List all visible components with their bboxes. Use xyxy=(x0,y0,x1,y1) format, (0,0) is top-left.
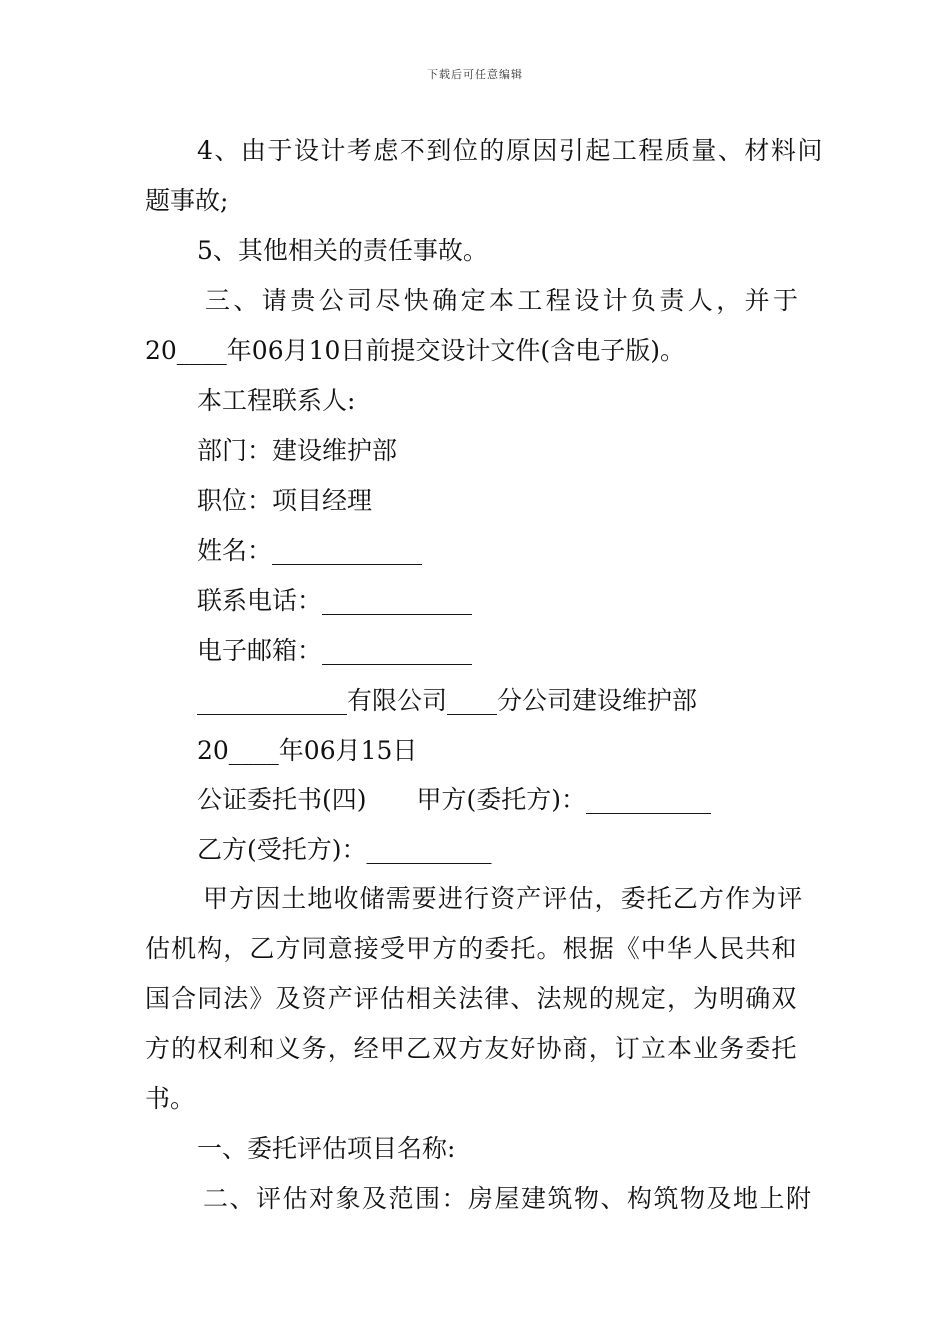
paragraph-line: 4、由于设计考虑不到位的原因引起工程质量、材料问 xyxy=(197,136,824,165)
paragraph-line: 国合同法》及资产评估相关法律、法规的规定，为明确双 xyxy=(145,984,798,1013)
position-line: 职位：项目经理 xyxy=(197,486,373,515)
party-b-line: 乙方(受托方)：__________ xyxy=(197,835,492,864)
signature-date-line: 20____年06月15日 xyxy=(197,736,418,765)
paragraph-line: 估机构，乙方同意接受甲方的委托。根据《中华人民共和 xyxy=(145,934,798,963)
paragraph-line: 三、请贵公司尽快确定本工程设计负责人，并于 xyxy=(205,286,802,315)
document-title-line: 公证委托书(四) 甲方(委托方)：__________ xyxy=(197,785,712,814)
paragraph-line: 5、其他相关的责任事故。 xyxy=(197,236,488,265)
paragraph-line: 甲方因土地收储需要进行资产评估，委托乙方作为评 xyxy=(203,884,804,913)
email-line: 电子邮箱：____________ xyxy=(197,636,473,665)
paragraph-line: 题事故; xyxy=(145,186,229,215)
paragraph-line: 书。 xyxy=(145,1084,196,1113)
page-header: 下载后可任意编辑 xyxy=(427,68,523,81)
name-line: 姓名：____________ xyxy=(197,536,423,565)
phone-line: 联系电话：____________ xyxy=(197,586,473,615)
section-heading: 二、评估对象及范围：房屋建筑物、构筑物及地上附 xyxy=(203,1184,813,1213)
signature-company-line: ____________有限公司____分公司建设维护部 xyxy=(197,686,698,715)
section-heading: 一、委托评估项目名称: xyxy=(197,1134,456,1163)
paragraph-line: 20____年06月10日前提交设计文件(含电子版)。 xyxy=(145,336,685,365)
paragraph-line: 方的权利和义务，经甲乙双方友好协商，订立本业务委托 xyxy=(145,1034,798,1063)
department-line: 部门：建设维护部 xyxy=(197,436,398,465)
contact-heading: 本工程联系人: xyxy=(197,386,356,415)
